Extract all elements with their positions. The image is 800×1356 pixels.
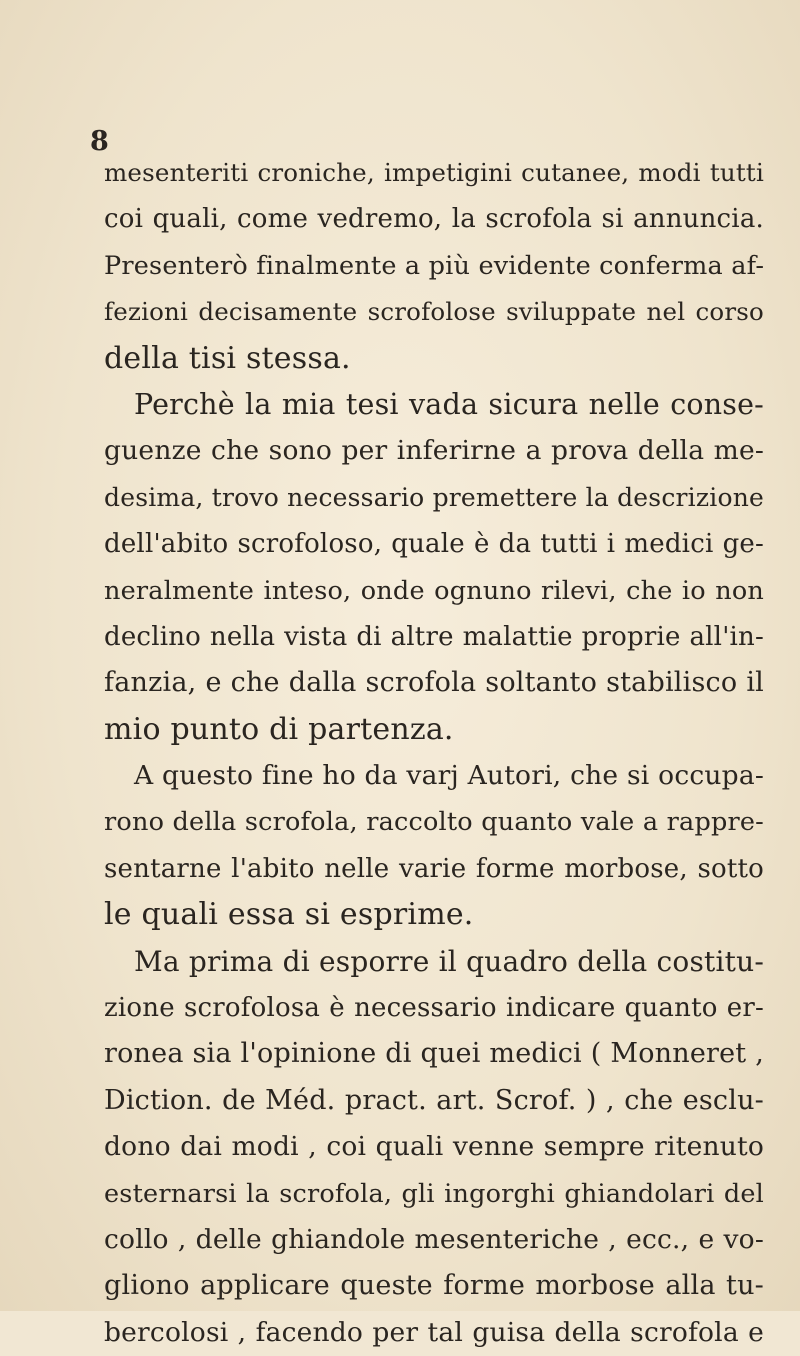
text-line: le quali essa si esprime. xyxy=(104,897,474,933)
text-line: coi quali, come vedremo, la scrofola si annuncia. xyxy=(104,204,764,235)
text-line: Perchè la mia tesi vada sicura nelle conse- xyxy=(134,387,764,421)
text-line: Ma prima di esporre il quadro della costitu- xyxy=(134,944,764,978)
text-line: sentarne l'abito nelle varie forme morbose, sotto xyxy=(104,853,764,884)
text-line: guenze che sono per inferirne a prova della me- xyxy=(104,435,764,467)
text-line: della tisi stessa. xyxy=(104,340,351,376)
text-line: Diction. de Méd. pract. art. Scrof. ) , che esclu- xyxy=(104,1084,764,1116)
text-line: zione scrofolosa è necessario indicare quanto er- xyxy=(104,993,764,1024)
text-line: mio punto di partenza. xyxy=(104,711,454,747)
text-line: declino nella vista di altre malattie proprie all'in- xyxy=(104,621,764,652)
text-line: desima, trovo necessario premettere la descrizione xyxy=(104,482,764,512)
text-line: ronea sia l'opinione di quei medici ( Monneret , xyxy=(104,1038,764,1070)
text-line: dono dai modi , coi quali venne sempre ritenuto xyxy=(104,1131,764,1163)
text-line: Presenterò finalmente a più evidente conferma af- xyxy=(104,250,765,281)
text-line: dell'abito scrofoloso, quale è da tutti i medici ge- xyxy=(104,529,764,560)
text-line: esternarsi la scrofola, gli ingorghi ghiandolari del xyxy=(104,1178,764,1209)
text-line: fanzia, e che dalla scrofola soltanto stabilisco il xyxy=(104,667,764,699)
text-line: gliono applicare queste forme morbose alla tu- xyxy=(104,1270,764,1302)
page-number: 8 xyxy=(90,126,109,157)
text-line: A questo fine ho da varj Autori, che si occupa- xyxy=(134,760,764,792)
text-line: fezioni decisamente scrofolose sviluppate nel corso xyxy=(104,297,764,327)
body-text xyxy=(104,150,764,1356)
text-line: collo , delle ghiandole mesenteriche , ecc., e vo- xyxy=(104,1223,764,1255)
text-line: neralmente inteso, onde ognuno rilevi, che io non xyxy=(104,575,764,606)
text-line: bercolosi , facendo per tal guisa della scrofola e xyxy=(104,1316,764,1348)
text-line: mesenteriti croniche, impetigini cutanee, modi tutti xyxy=(104,158,764,187)
text-line: rono della scrofola, raccolto quanto vale a rappre- xyxy=(104,807,764,838)
